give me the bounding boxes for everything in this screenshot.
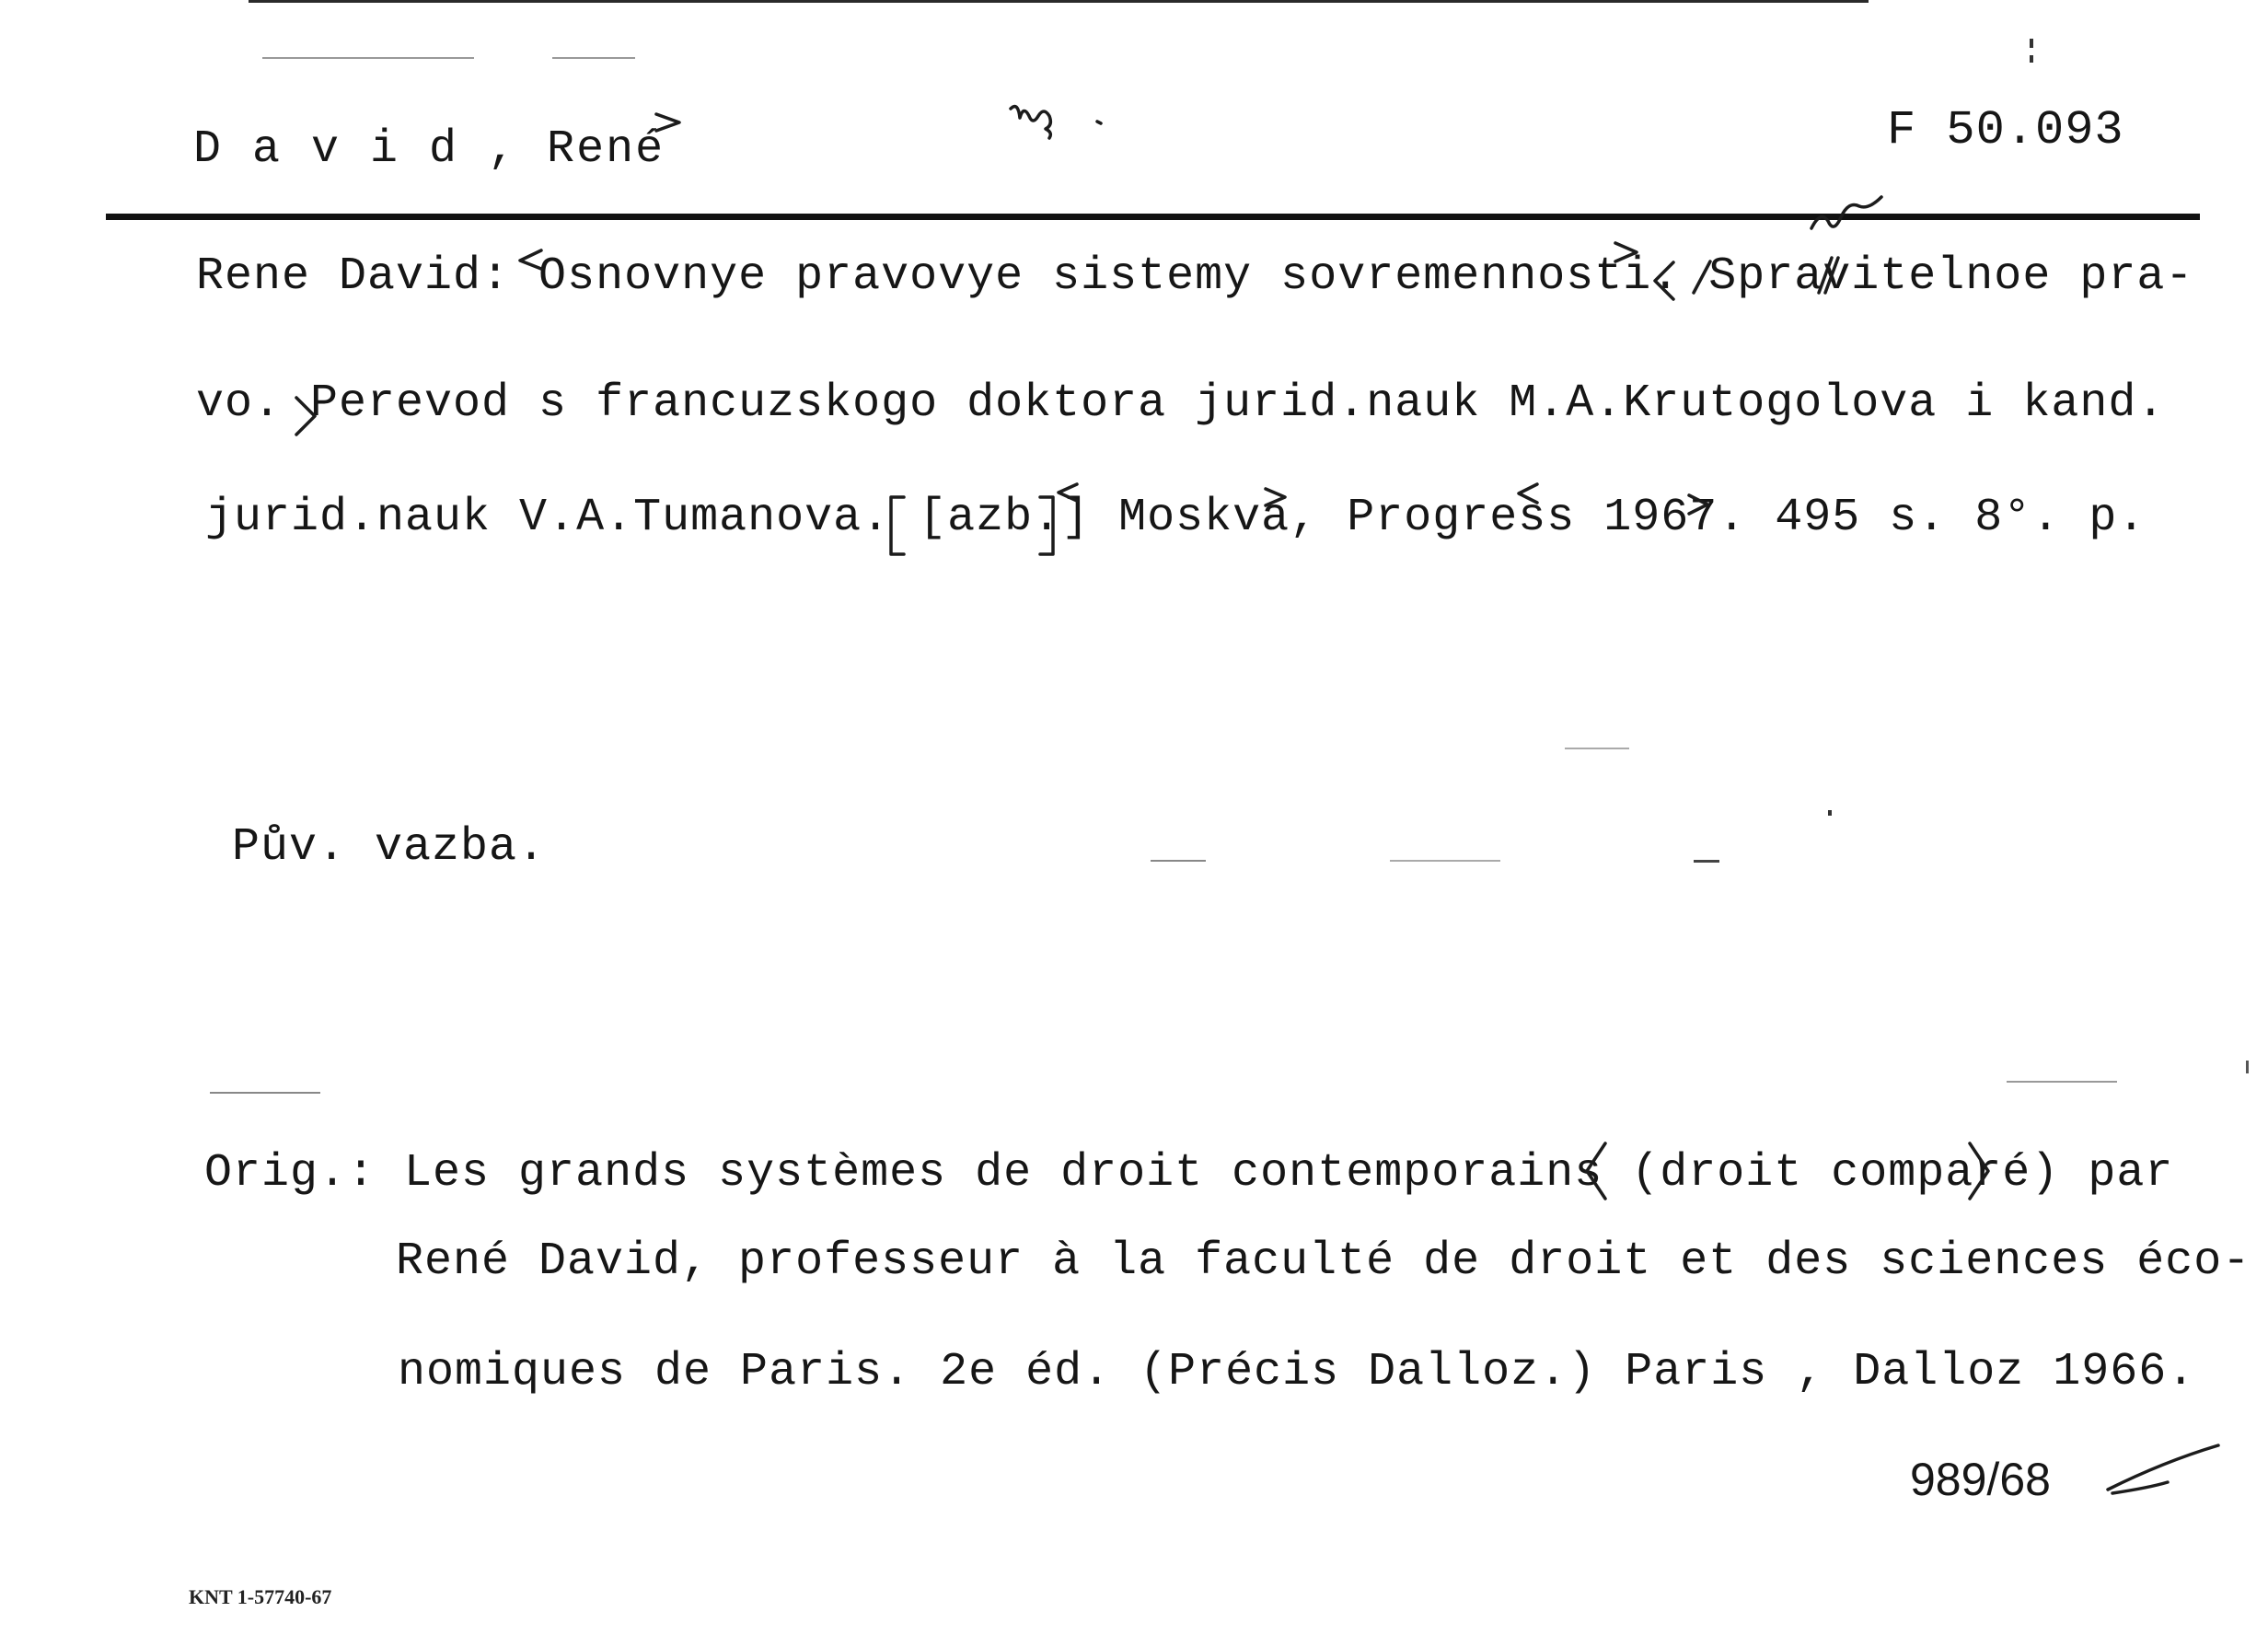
stray-mark xyxy=(1828,810,1832,816)
original-line-1: Orig.: Les grands systèmes de droit contemporains (droit comparé) par xyxy=(204,1147,2174,1200)
stray-mark xyxy=(210,1092,320,1094)
stray-mark xyxy=(262,57,474,59)
entry-line-1: Rene David: Osnovnye pravovye sistemy sovremennosti. Spravitelnoe pra- xyxy=(196,250,2194,303)
original-line-2: René David, professeur à la faculté de droit et des sciences éco- xyxy=(396,1235,2251,1288)
stray-mark xyxy=(552,57,635,59)
handwritten-correction-n xyxy=(1811,197,1881,228)
stray-mark xyxy=(2246,1061,2249,1073)
registration-number: 989/68 xyxy=(1910,1454,2051,1505)
stray-mark xyxy=(1151,860,1206,862)
binding-note: Pův. vazba. xyxy=(232,821,547,874)
card-top-edge xyxy=(249,0,1869,3)
registration-flourish xyxy=(2108,1445,2218,1493)
handwritten-ms-note xyxy=(1011,107,1101,138)
stray-mark xyxy=(2007,1081,2117,1083)
original-line-3: nomiques de Paris. 2e éd. (Précis Dalloz.) Paris , Dalloz 1966. xyxy=(398,1346,2196,1398)
stray-mark xyxy=(1390,860,1500,862)
entry-line-3: jurid.nauk V.A.Tumanova. [azb.] Moskva, Progress 1967. 495 s. 8°. p. xyxy=(205,492,2146,544)
stray-mark xyxy=(2030,39,2033,48)
stray-mark xyxy=(2030,55,2033,63)
heading-rule xyxy=(106,214,2200,220)
stray-mark xyxy=(1565,748,1629,749)
stray-mark xyxy=(1694,860,1719,863)
entry-line-2: vo. Perevod s francuzskogo doktora jurid.nauk M.A.Krutogolova i kand. xyxy=(196,377,2166,430)
shelfmark: F 50.093 xyxy=(1887,103,2124,157)
printer-code: KNT 1-57740-67 xyxy=(189,1585,332,1608)
author-heading: D a v i d , René xyxy=(193,123,665,176)
